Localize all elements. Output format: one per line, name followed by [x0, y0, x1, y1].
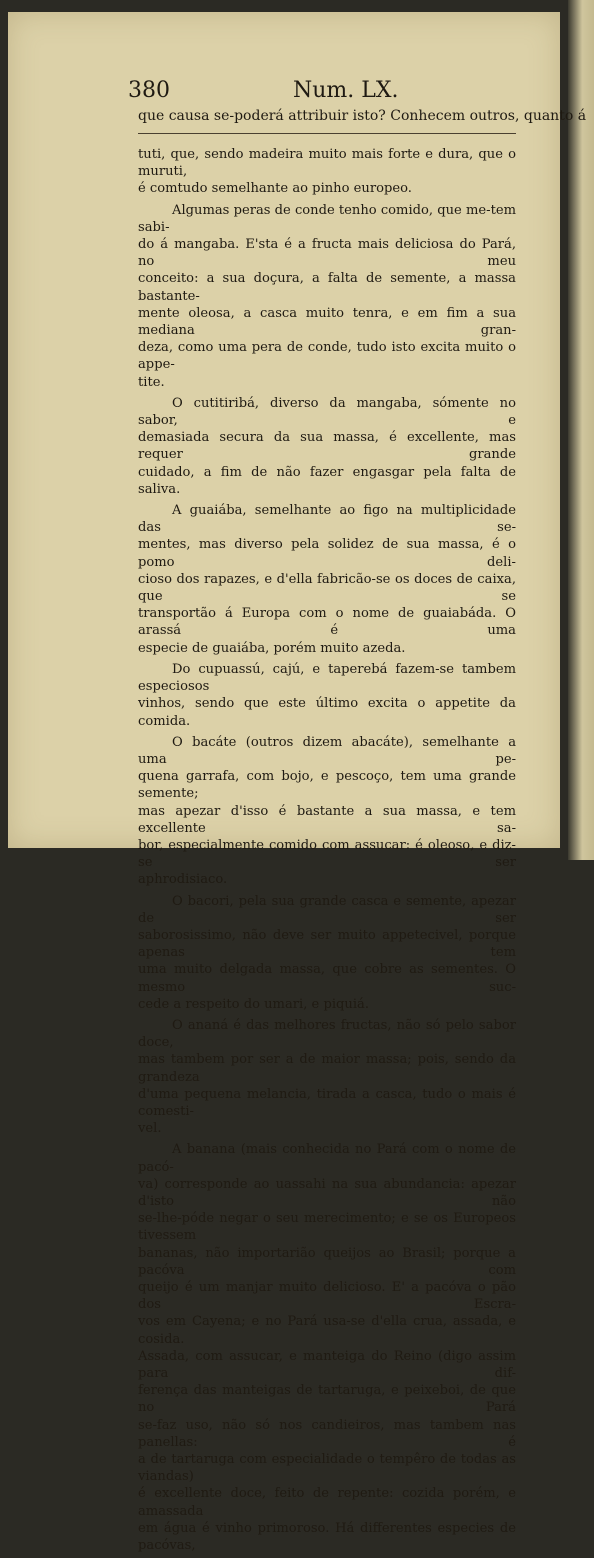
- text-line: bor, especialmente comido com assucar: é oleoso, e diz-se ser: [138, 837, 516, 871]
- text-line: tuti, que, sendo madeira muito mais forte e dura, que o muruti,: [138, 147, 516, 180]
- text-line: se-lhe-póde negar o seu merecimento; e se os Europeos tivessem: [138, 1211, 516, 1244]
- text-line: mas apezar d'isso é bastante a sua massa, e tem excellente sa-: [138, 803, 516, 836]
- text-line: demasiada secura da sua massa, é excellente, mas requer grande: [138, 430, 516, 463]
- text-line: é comtudo semelhante ao pinho europeo.: [138, 181, 412, 197]
- text-line: deza, como uma pera de conde, tudo isto excita muito o appe-: [138, 340, 516, 373]
- text-line: mas tambem por ser a de maior massa; pois, sendo da grandeza: [138, 1052, 516, 1085]
- text-line: A banana (mais conhecida no Pará com o nome de pacó-: [138, 1142, 516, 1175]
- text-line: vos em Cayena; e no Pará usa-se d'ella crua, assada, e cosida.: [138, 1314, 516, 1347]
- text-line: vel.: [138, 1121, 162, 1137]
- text-line: bananas, não importarião queijos ao Brasil; porque a pacóva com: [138, 1245, 516, 1278]
- text-line: mente oleosa, a casca muito tenra, e em fim a sua mediana gran-: [138, 305, 516, 339]
- text-line: aphrodisiaco.: [138, 872, 228, 888]
- text-line: é excellente doce, feito de repente: cozida porém, e amassada: [138, 1486, 516, 1519]
- text-line: O ananá é das melhores fructas, não só pelo sabor doce,: [138, 1017, 516, 1051]
- header-rule: [138, 133, 516, 134]
- text-line: d'uma pequena melancia, tirada a casca, tudo o mais é comesti-: [138, 1086, 516, 1119]
- page-title: Num. LX.: [293, 78, 399, 103]
- text-line: em água é vinho primoroso. Há differentes especies de pacóvas,: [138, 1520, 516, 1554]
- text-line: especie de guaiába, porém muito azeda.: [138, 640, 406, 656]
- text-line: uma muito delgada massa, que cobre as sementes. O mesmo suc-: [138, 962, 516, 995]
- text-line: va) corresponde ao uassahi na sua abundancia: apezar d'isto não: [138, 1176, 516, 1209]
- text-line: transportão á Europa com o nome de guaiabáda. O arassá é uma: [138, 606, 516, 639]
- text-line: cuidado, a fim de não fazer engasgar pela falta de saliva.: [138, 464, 516, 497]
- text-line: cioso dos rapazes, e d'ella fabricão-se os doces de caixa, que se: [138, 571, 516, 605]
- text-line: saborosissimo, não deve ser muito appetecivel, porque apenas tem: [138, 927, 516, 961]
- text-line: do á mangaba. E'sta é a fructa mais deliciosa do Pará, no meu: [138, 237, 516, 270]
- text-line: O bacori, pela sua grande casca e semente, apezar de ser: [138, 893, 516, 926]
- page-header: [128, 66, 518, 102]
- text-line: tite.: [138, 374, 165, 390]
- text-line: mentes, mas diverso pela solidez de sua massa, é o pomo deli-: [138, 537, 516, 570]
- text-line: Assada, com assucar, e manteiga do Reino (digo assim para dif-: [138, 1348, 516, 1382]
- text-line: vinhos, sendo que este último excita o appetite da comida.: [138, 696, 516, 729]
- text-line: O bacáte (outros dizem abacáte), semelhante a uma pe-: [138, 734, 516, 767]
- text-line: quena garrafa, com bojo, e pescoço, tem uma grande semente;: [138, 769, 516, 802]
- catchline: que causa se-poderá attribuir isto? Conhecem outros, quanto á: [138, 108, 587, 124]
- text-line: Do cupuassú, cajú, e taperebá fazem-se tambem especiosos: [138, 661, 516, 695]
- body-text: [138, 146, 516, 1558]
- text-line: conceito: a sua doçura, a falta de semente, a massa bastante-: [138, 271, 516, 304]
- text-line: a de tartaruga com especialidade o tempêro de todas as viandas): [138, 1452, 516, 1485]
- text-line: ferença das manteigas de tartaruga, e peixeboi, de que no Pará: [138, 1383, 516, 1416]
- adjacent-page-edge: [568, 0, 594, 860]
- text-line: se-faz uso, não só nos candieiros, mas tambem nas panellas: é: [138, 1417, 516, 1450]
- page-number: 380: [128, 78, 170, 103]
- text-line: Algumas peras de conde tenho comido, que me-tem sabi-: [138, 202, 516, 235]
- text-line: cede a respeito do umari, e piquiá.: [138, 996, 370, 1012]
- text-line: A guaiába, semelhante ao figo na multiplicidade das se-: [138, 503, 516, 536]
- text-line: queijo é um manjar muito delicioso. E' a pacóva o pão dos Escra-: [138, 1280, 516, 1313]
- text-line: O cutitiribá, diverso da mangaba, sómente no sabor, e: [138, 395, 516, 429]
